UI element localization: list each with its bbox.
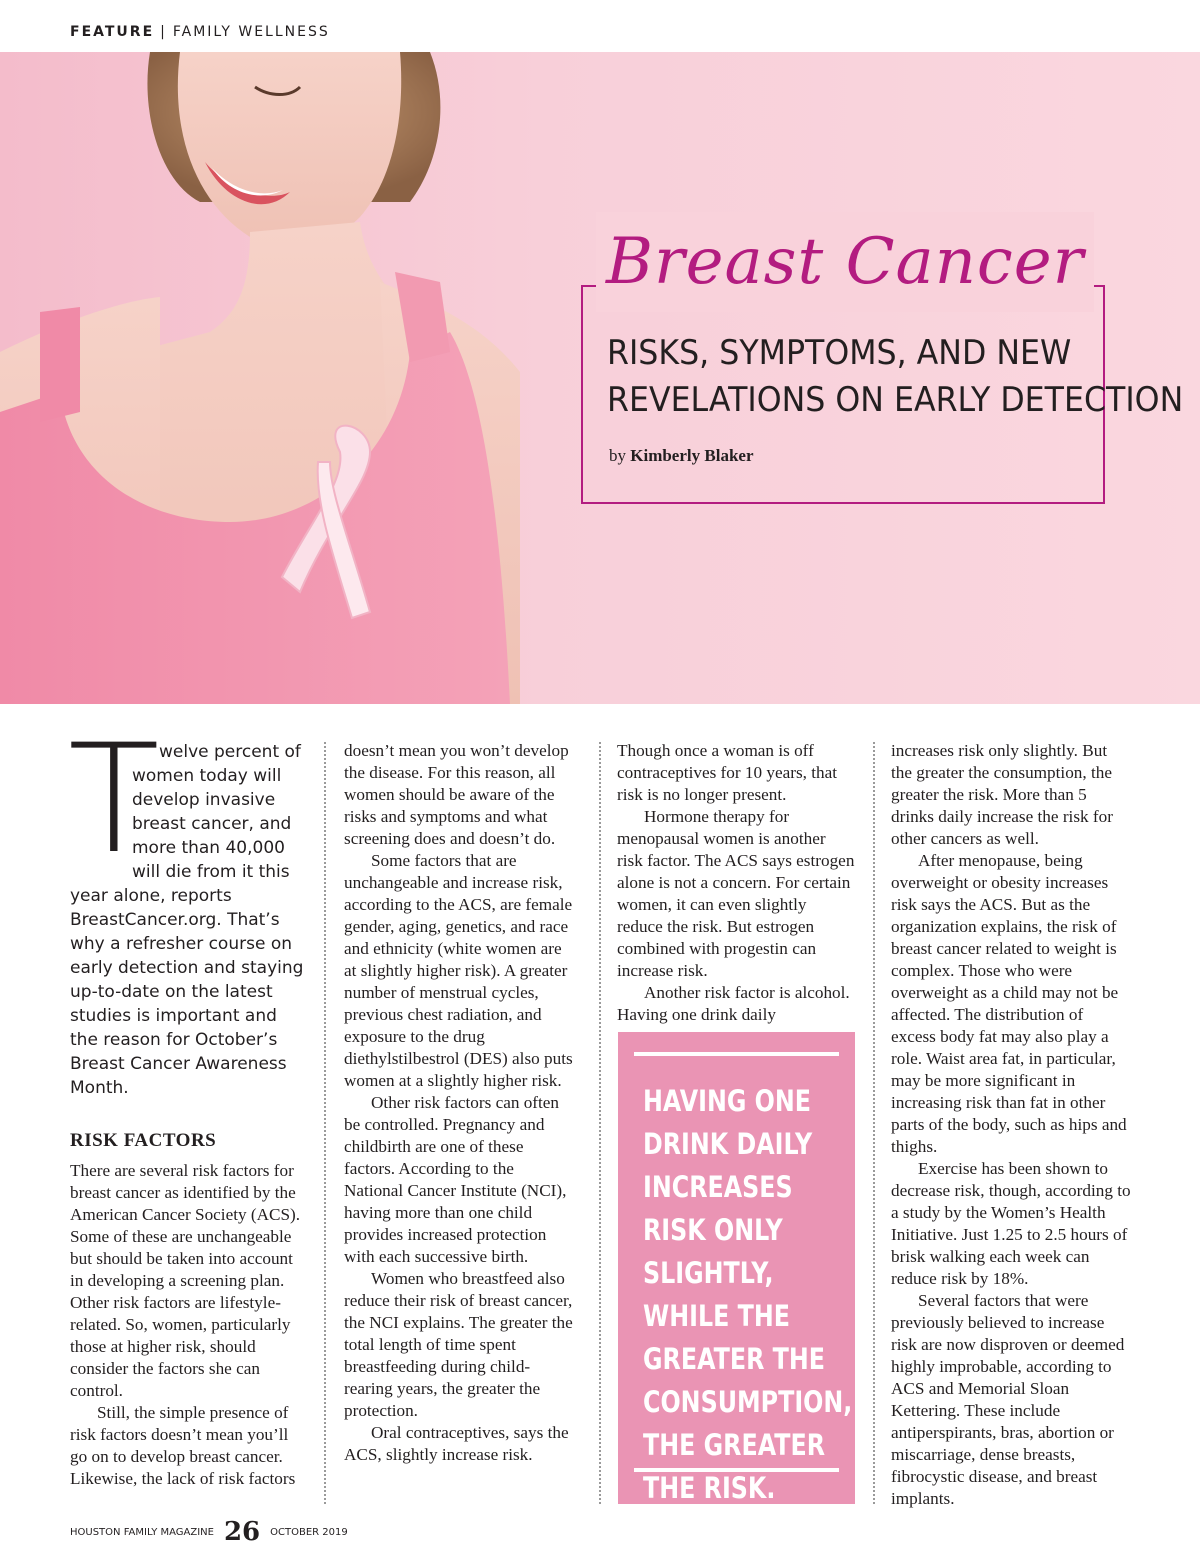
header-separator: | [160,24,167,40]
lead-paragraph: welve percent of women today will develop invasive breast cancer, and more than 40,000 will die from it this year alone, reports BreastCancer.org. That’s why a refresher course on early detection and staying up-to-date on the latest studies is important and the reason for October’s Breast Cancer Awareness Month. [70,742,304,1098]
paragraph: increases risk only slightly. But the greater the consumption, the greater the risk. More than 5 drinks daily increase the risk for other cancers as well. [891,741,1113,848]
paragraph: Exercise has been shown to decrease risk, though, according to a study by the Women’s Health Initiative. Just 1.25 to 2.5 hours of brisk walking each week can reduce risk by 18%. [891,1159,1131,1288]
byline-prefix: by [609,446,626,465]
paragraph: Another risk factor is alcohol. Having one drink daily [617,983,850,1024]
headline-script: Breast Cancer [596,212,1094,312]
subtitle-line-1: RISKS, SYMPTOMS, AND NEW [607,333,1072,373]
paragraph: Though once a woman is off contraceptives for 10 years, that risk is no longer present. [617,741,838,804]
pull-quote-rule-bottom [634,1468,839,1472]
article-column-1 [68,713,304,1490]
column-divider [324,742,326,1504]
section-header [70,24,330,40]
issue-date: OCTOBER 2019 [270,1526,348,1538]
subtitle-line-2: REVELATIONS ON EARLY DETECTION [607,380,1184,420]
drop-cap: T [68,713,160,887]
paragraph: There are several risk factors for breast cancer as identified by the American Cancer Society (ACS). Some of these are unchangeable but should be taken into account in developing a screening plan. Other risk factors are lifestyle-related. So, women, particularly those at higher risk, should consider the factors she can control. [70,1161,301,1400]
pull-quote-rule-top [634,1052,839,1056]
paragraph: Several factors that were previously believed to increase risk are now disproven or deemed highly improbable, according to ACS and Memorial Sloan Kettering. These include antiperspirants, bras, abortion or miscarriage, dense breasts, fibrocystic disease, and breast implants. [891,1291,1125,1508]
byline [609,446,753,466]
paragraph: doesn’t mean you won’t develop the disease. For this reason, all women should be aware of the risks and symptoms and what screening does and doesn’t do. [344,741,569,848]
column-divider [599,742,601,1504]
paragraph: After menopause, being overweight or obesity increases risk says the ACS. But as the organization explains, the risk of breast cancer related to weight is complex. Those who were overweight as a child may not be affected. The distribution of excess body fat may also play a role. Waist area fat, in particular, may be more significant in increasing risk than fat in other parts of the body, such as hips and thighs. [891,851,1127,1156]
author-name: Kimberly Blaker [630,446,754,465]
page-number: 26 [223,1517,261,1547]
paragraph: Other risk factors can often be controlled. Pregnancy and childbirth are one of these factors. According to the National Cancer Institute (NCI), having more than one child provides increased protection with each successive birth. [344,1093,567,1266]
headline-subtitle [607,330,1184,424]
article-column-2 [344,740,576,1466]
pull-quote-text: HAVING ONE DRINK DAILY INCREASES RISK ONLY SLIGHTLY, WHILE THE GREATER THE CONSUMPTION, THE GREATER THE RISK. [643,1084,853,1505]
paragraph: Hormone therapy for menopausal women is another risk factor. The ACS says estrogen alone is not a concern. For certain women, it can even slightly reduce the risk. But estrogen combined with progestin can increase risk. [617,807,855,980]
article-column-3 [617,740,855,1026]
paragraph: Some factors that are unchangeable and increase risk, according to the ACS, are female gender, aging, genetics, and race and ethnicity (white women are at slightly higher risk). A greater number of menstrual cycles, previous chest radiation, and exposure to the drug diethylstilbestrol (DES) also puts women at a slightly higher risk. [344,851,573,1090]
page-footer [70,1517,348,1547]
magazine-name: HOUSTON FAMILY MAGAZINE [70,1526,214,1538]
column-divider [873,742,875,1504]
paragraph: Still, the simple presence of risk factors doesn’t mean you’ll go on to develop breast cancer. Likewise, the lack of risk factors [70,1403,296,1488]
section-heading: RISK FACTORS [70,1130,217,1151]
pull-quote [618,1032,855,1504]
paragraph: Oral contraceptives, says the ACS, slightly increase risk. [344,1423,569,1464]
paragraph: Women who breastfeed also reduce their risk of breast cancer, the NCI explains. The greater the total length of time spent breastfeeding during child-rearing years, the greater the protection. [344,1269,573,1420]
article-column-4 [891,740,1131,1510]
section-label: FEATURE [70,24,155,40]
category-label: FAMILY WELLNESS [172,24,330,40]
